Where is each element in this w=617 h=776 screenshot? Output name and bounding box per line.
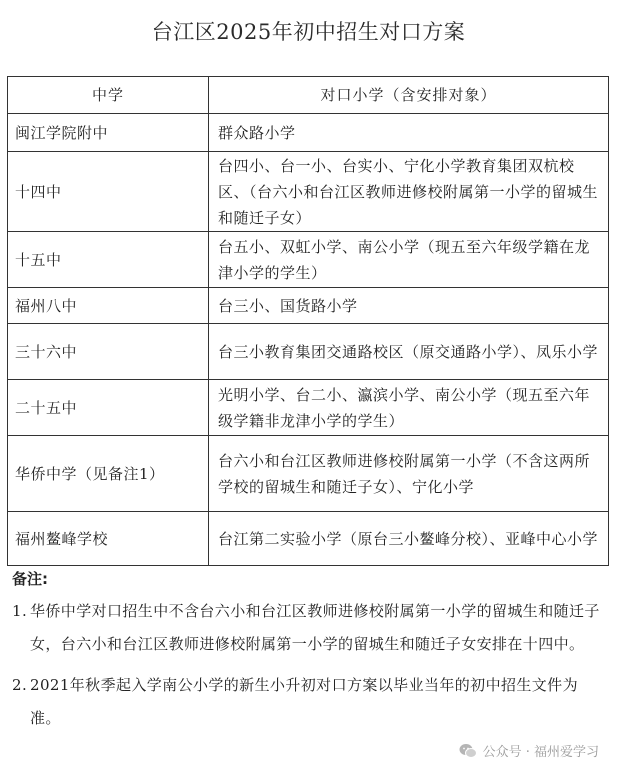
table-row xyxy=(8,436,609,512)
notes-section xyxy=(12,568,608,743)
primary-school-cell: 台江第二实验小学（原台三小鳌峰分校）、亚峰中心小学 xyxy=(209,512,609,566)
primary-school-cell: 光明小学、台二小、瀛滨小学、南公小学（现五至六年级学籍非龙津小学的学生） xyxy=(209,380,609,436)
note-item xyxy=(12,595,608,661)
header-middle-school: 中学 xyxy=(8,77,209,114)
header-primary-school: 对口小学（含安排对象） xyxy=(209,77,609,114)
table-row xyxy=(8,232,609,288)
watermark-text: 公众号 · 福州爱学习 xyxy=(482,745,599,760)
table-row xyxy=(8,288,609,324)
primary-school-cell: 台四小、台一小、台实小、宁化小学教育集团双杭校区、（台六小和台江区教师进修校附属第一小学的留城生和随迁子女） xyxy=(209,152,609,232)
primary-school-cell: 台三小、国货路小学 xyxy=(209,288,609,324)
primary-school-cell: 台六小和台江区教师进修校附属第一小学（不含这两所学校的留城生和随迁子女）、宁化小学 xyxy=(209,436,609,512)
watermark xyxy=(455,739,603,762)
table-row xyxy=(8,512,609,566)
note-text: 华侨中学对口招生中不含台六小和台江区教师进修校附属第一小学的留城生和随迁子女，台六小和台江区教师进修校附属第一小学的留城生和随迁子女安排在十四中。 xyxy=(30,602,600,653)
middle-school-cell: 十四中 xyxy=(8,152,209,232)
table-row xyxy=(8,324,609,380)
primary-school-cell: 台五小、双虹小学、南公小学（现五至六年级学籍在龙津小学的学生） xyxy=(209,232,609,288)
middle-school-cell: 三十六中 xyxy=(8,324,209,380)
admission-table xyxy=(7,76,609,566)
middle-school-cell: 闽江学院附中 xyxy=(8,114,209,152)
notes-title: 备注: xyxy=(12,570,48,588)
middle-school-cell: 福州八中 xyxy=(8,288,209,324)
middle-school-cell: 十五中 xyxy=(8,232,209,288)
note-text: 2021年秋季起入学南公小学的新生小升初对口方案以毕业当年的初中招生文件为准。 xyxy=(30,676,578,727)
table-header-row xyxy=(8,77,609,114)
middle-school-cell: 福州鳌峰学校 xyxy=(8,512,209,566)
page-title: 台江区2025年初中招生对口方案 xyxy=(151,20,466,44)
table-row xyxy=(8,114,609,152)
middle-school-cell: 二十五中 xyxy=(8,380,209,436)
note-item xyxy=(12,669,608,735)
note-number: 1. xyxy=(12,602,28,620)
primary-school-cell: 群众路小学 xyxy=(209,114,609,152)
note-number: 2. xyxy=(12,676,28,694)
middle-school-cell: 华侨中学（见备注1） xyxy=(8,436,209,512)
primary-school-cell: 台三小教育集团交通路校区（原交通路小学）、凤乐小学 xyxy=(209,324,609,380)
table-row xyxy=(8,380,609,436)
table-row xyxy=(8,152,609,232)
wechat-icon xyxy=(459,743,477,759)
